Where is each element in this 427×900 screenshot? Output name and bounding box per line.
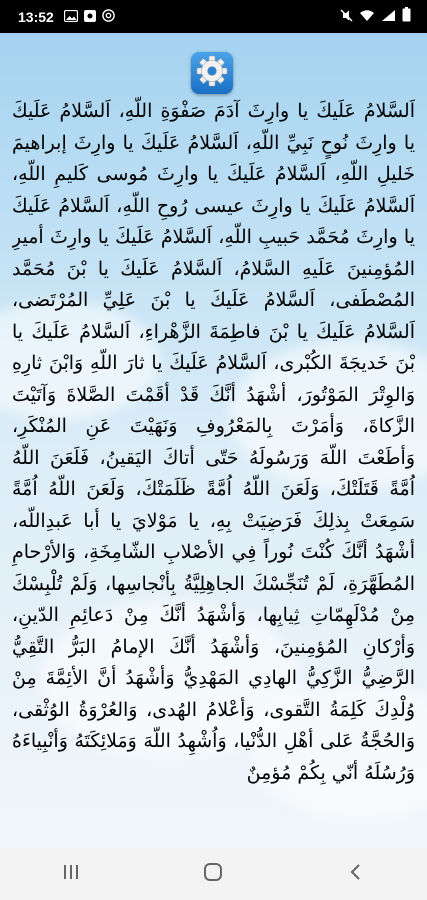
status-icons — [340, 7, 411, 26]
recent-apps-icon — [62, 864, 80, 884]
prayer-text: اَلسَّلامُ عَلَيكَ يا وارِثَ آدَمَ صَفْوَةِ اللّهِ، اَلسَّلامُ عَلَيكَ يا وارِثَ نُوحٍ نَبِيِّ اللّهِ، اَلسَّلامُ عَلَيكَ يا وارِثَ إبراهيمَ خَليلِ اللّهِ، اَلسَّلامُ عَلَيكَ يا وارِثَ مُوسى كَليمِ اللّهِ، اَلسَّلامُ عَلَيكَ يا وارِثَ عيسى رُوحِ اللّهِ، اَلسَّلامُ عَلَيكَ يا وارِثَ مُحَمَّد حَبيبِ اللّهِ، اَلسَّلامُ عَلَيكَ يا وارِثَ أميرِ المُؤمِنينَ عَلَيهِ السَّلامُ، اَلسَّلامُ عَلَيكَ يا بْنَ مُحَمَّد المُصْطَفى، اَلسَّلامُ عَلَيكَ يا بْنَ عَلِيِّ المُرْتَضى، اَلسَّلامُ عَلَيكَ يا بْنَ فاطِمَةَ الزَّهْراءِ، اَلسَّلامُ عَلَيكَ يا بْنَ خَديجَةَ الكُبْرى، اَلسَّلامُ عَلَيكَ يا ثارَ اللّهِ وَابْنَ ثارِهِ وَالوِتْرَ المَوْتُورَ، أشْهَدُ أنَّكَ قَدْ أقَمْتَ الصَّلاةَ وَآتَيْتَ الزَّكاةَ، وَأمَرْتَ بِالمَعْرُوفِ وَنَهَيْتَ عَنِ المُنْكَرِ، وَأطَعْتَ اللّهَ وَرَسُولَهُ حَتّى أتاكَ اليَقينُ، فَلَعَنَ اللّهُ اُمَّةً قَتَلَتْكَ، وَلَعَنَ اللّهُ اُمَّةً ظَلَمَتْكَ، وَلَعَنَ اللّهُ اُمَّةً سَمِعَتْ بِذلِكَ فَرَضِيَتْ بِهِ، يا مَوْلايَ يا أبا عَبدِاللّه، أشْهَدُ أنَّكَ كُنْتَ نُوراً فِي الأصْلابِ الشّامِخَةِ، وَالأرْحامِ المُطَهَّرَةِ، لَمْ تُنَجِّسْكَ الجاهِلِيَّةُ بِأنْجاسِها، وَلَمْ تُلْبِسْكَ مِنْ مُدْلَهِمّاتِ ثِيابِها، وَأشْهَدُ أنَّكَ مِنْ دَعائِمِ الدّينِ، وَأرْكانِ المُؤمِنينَ، وَأشْهَدُ أنَّكَ الإمامُ البَرُّ التَّقِيُّ الرَّضِيُّ الزَّكِيُّ الهادِي المَهْدِيُّ وَأشْهَدُ أنَّ الأئِمَّةَ مِنْ وُلْدِكَ كَلِمَةُ التَّقوى، وَأعْلامُ الهُدى، وَالعُرْوَةُ الوُثْقى، وَالحُجَّةُ عَلى أهْلِ الدُّنْيا، وَاُشْهِدُ اللّهَ وَمَلائِكَتَهُ وَأنْبِياءَهُ وَرُسُلَهُ أنّي بِكُمْ مُؤمِنٌ — [12, 100, 415, 784]
gallery-icon — [84, 7, 96, 26]
settings-button[interactable] — [191, 52, 233, 94]
home-button[interactable] — [173, 848, 253, 900]
gear-icon — [195, 54, 229, 92]
back-icon — [349, 863, 363, 885]
status-time: 13:52 — [18, 8, 54, 25]
wifi-icon — [359, 7, 375, 26]
battery-icon — [402, 7, 411, 26]
home-icon — [203, 862, 223, 886]
at-sign-icon — [102, 7, 115, 26]
prayer-text-area[interactable] — [12, 96, 415, 848]
navigation-bar — [0, 848, 427, 900]
image-icon — [64, 7, 78, 26]
status-bar — [0, 0, 427, 33]
mute-icon — [340, 7, 353, 26]
back-button[interactable] — [316, 848, 396, 900]
signal-icon — [381, 7, 396, 26]
recent-apps-button[interactable] — [31, 848, 111, 900]
